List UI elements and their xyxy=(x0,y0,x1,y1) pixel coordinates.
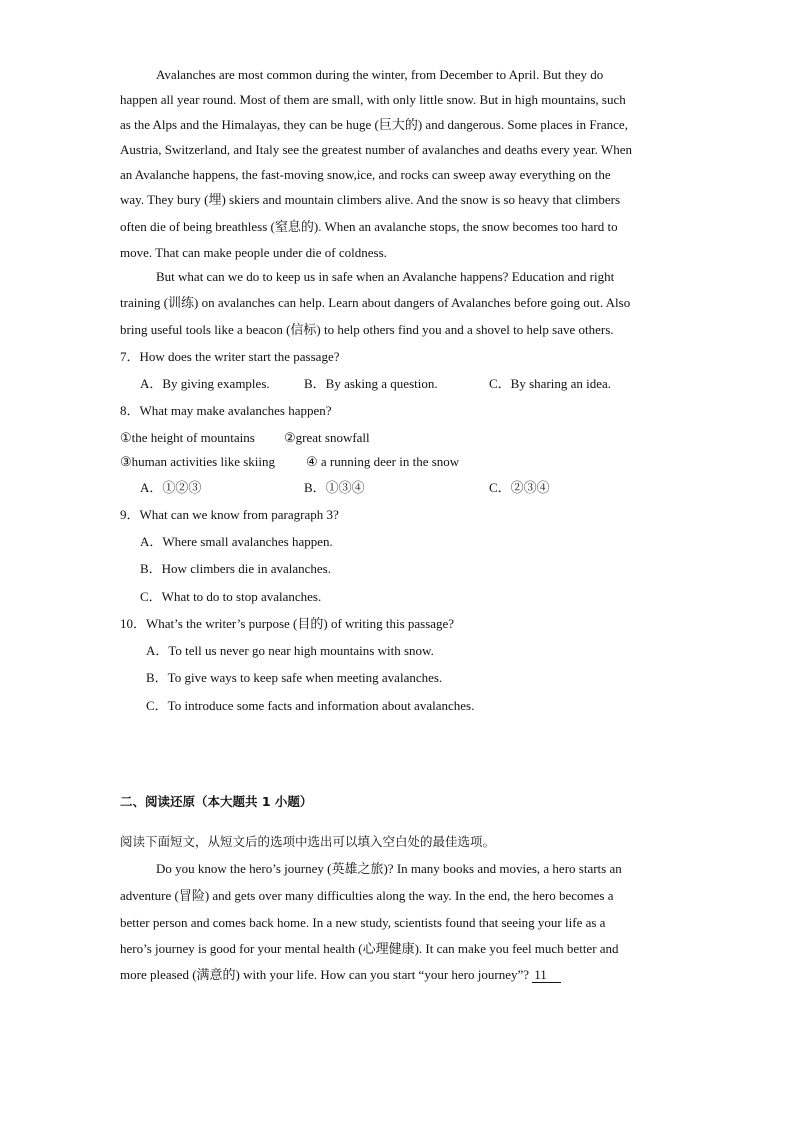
question-10-option-c: C．To introduce some facts and information about avalanches. xyxy=(146,698,475,713)
passage-line: Austria, Switzerland, and Italy see the greatest number of avalanches and deaths every year. When xyxy=(120,142,632,157)
passage-line: bring useful tools like a beacon (信标) to help others find you and a shovel to help save others. xyxy=(120,322,614,337)
passage-line: happen all year round. Most of them are small, with only little snow. But in high mountains, such xyxy=(120,92,626,107)
passage-line: Do you know the hero’s journey (英雄之旅)? In many books and movies, a hero starts an xyxy=(156,861,622,876)
question-8-stem: 8．What may make avalanches happen? xyxy=(120,403,332,418)
question-8-option-c: C．②③④ xyxy=(489,480,550,495)
section-2-heading: 二、阅读还原（本大题共 1 小题） xyxy=(120,794,313,809)
passage-line: move. That can make people under die of coldness. xyxy=(120,245,387,260)
question-8-item-4: ④ a running deer in the snow xyxy=(306,454,460,469)
passage-line: training (训练) on avalanches can help. Learn about dangers of Avalanches before going out. Also xyxy=(120,295,631,310)
question-10-option-b: B．To give ways to keep safe when meeting avalanches. xyxy=(146,670,443,685)
passage-line-with-blank xyxy=(120,966,680,984)
question-10-option-a: A．To tell us never go near high mountains with snow. xyxy=(146,643,434,658)
passage-line: as the Alps and the Himalayas, they can be huge (巨大的) and dangerous. Some places in France, xyxy=(120,117,628,132)
question-9-option-c: C．What to do to stop avalanches. xyxy=(140,589,322,604)
passage-line: an Avalanche happens, the fast-moving snow,ice, and rocks can sweep away everything on the xyxy=(120,167,611,182)
question-7-option-a: A．By giving examples. xyxy=(140,376,270,391)
question-8-item-3: ③human activities like skiing xyxy=(120,454,275,469)
question-7-option-c: C．By sharing an idea. xyxy=(489,376,612,391)
passage-line: adventure (冒险) and gets over many difficulties along the way. In the end, the hero becomes a xyxy=(120,888,614,903)
passage-line: better person and comes back home. In a new study, scientists found that seeing your life as a xyxy=(120,915,606,930)
question-9-stem: 9．What can we know from paragraph 3? xyxy=(120,507,339,522)
question-8-option-a: A．①②③ xyxy=(140,480,202,495)
passage-line-text: more pleased (满意的) with your life. How can you start “your hero journey”? xyxy=(120,967,533,982)
question-10-stem: 10．What’s the writer’s purpose (目的) of writing this passage? xyxy=(120,616,455,631)
question-8-item-2: ②great snowfall xyxy=(284,430,370,445)
passage-line: way. They bury (埋) skiers and mountain climbers alive. And the snow is so heavy that climbers xyxy=(120,192,621,207)
section-2-instruction: 阅读下面短文，从短文后的选项中选出可以填入空白处的最佳选项。 xyxy=(120,834,496,849)
question-7-stem: 7．How does the writer start the passage? xyxy=(120,349,340,364)
passage-line: Avalanches are most common during the winter, from December to April. But they do xyxy=(156,67,604,82)
passage-line: hero’s journey is good for your mental health (心理健康). It can make you feel much better and xyxy=(120,941,619,956)
passage-line: often die of being breathless (窒息的). When an avalanche stops, the snow becomes too hard to xyxy=(120,219,618,234)
question-8-option-b: B．①③④ xyxy=(304,480,365,495)
question-8-item-1: ①the height of mountains xyxy=(120,430,255,445)
passage-line: But what can we do to keep us in safe when an Avalanche happens? Education and right xyxy=(156,269,615,284)
question-9-option-b: B．How climbers die in avalanches. xyxy=(140,561,331,576)
question-7-option-b: B．By asking a question. xyxy=(304,376,438,391)
question-9-option-a: A．Where small avalanches happen. xyxy=(140,534,333,549)
answer-blank-11[interactable]: 11 xyxy=(532,967,561,983)
